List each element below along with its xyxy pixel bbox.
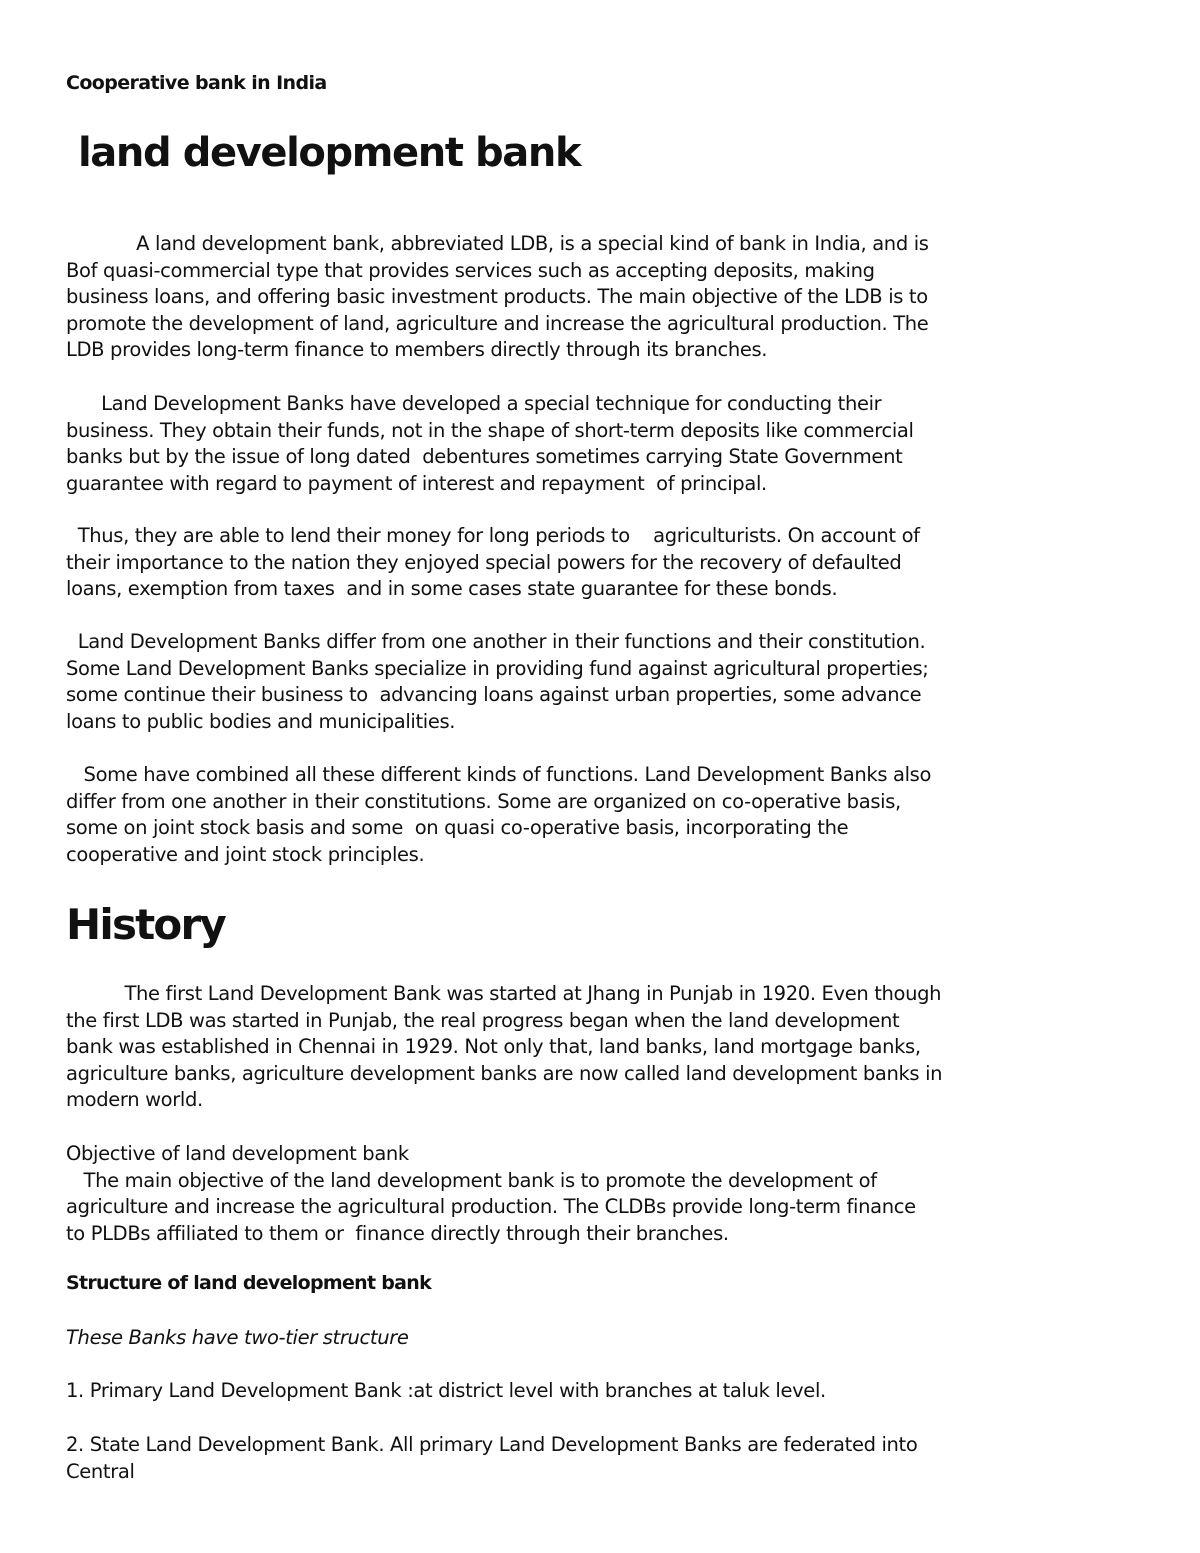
text-line: Thus, they are able to lend their money for long periods to agriculturists. On account of xyxy=(66,524,920,547)
text-line: The first Land Development Bank was started at Jhang in Punjab in 1920. Even though xyxy=(66,982,942,1005)
text-line: banks but by the issue of long dated debentures sometimes carrying State Government xyxy=(66,445,903,468)
technique-paragraph xyxy=(66,391,1076,497)
text-line: Some have combined all these different kinds of functions. Land Development Banks also xyxy=(66,763,932,786)
page-title: land development bank xyxy=(78,130,581,176)
constitution-paragraph xyxy=(66,762,1076,868)
text-line: their importance to the nation they enjoyed special powers for the recovery of defaulted xyxy=(66,550,902,574)
text-line: cooperative and joint stock principles. xyxy=(66,842,425,866)
text-line: Land Development Banks have developed a special technique for conducting their xyxy=(66,392,882,415)
text-line: some on joint stock basis and some on quasi co-operative basis, incorporating the xyxy=(66,816,849,839)
text-line: loans, exemption from taxes and in some cases state guarantee for these bonds. xyxy=(66,577,838,600)
text-line: loans to public bodies and municipalities. xyxy=(66,709,456,733)
history-heading: History xyxy=(66,900,225,949)
objective-paragraph xyxy=(66,1141,1076,1247)
text-line: Bof quasi-commercial type that provides services such as accepting deposits, making xyxy=(66,258,875,282)
text-line: Land Development Banks differ from one another in their functions and their constitution. xyxy=(66,630,926,653)
functions-paragraph xyxy=(66,629,1076,735)
text-line: Central xyxy=(66,1459,135,1483)
structure-heading: Structure of land development bank xyxy=(66,1272,432,1294)
list-item xyxy=(66,1378,1076,1405)
text-line: agriculture and increase the agricultural production. The CLDBs provide long-term finance xyxy=(66,1195,916,1218)
text-line: to PLDBs affiliated to them or finance directly through their branches. xyxy=(66,1221,729,1245)
text-line: agriculture banks, agriculture development banks are now called land development banks in xyxy=(66,1061,943,1085)
text-line: 2. State Land Development Bank. All primary Land Development Banks are federated into xyxy=(66,1433,918,1456)
text-line: business loans, and offering basic investment products. The main objective of the LDB is to xyxy=(66,285,928,308)
text-line: Some Land Development Banks specialize in providing fund against agricultural properties; xyxy=(66,656,929,680)
text-line: The main objective of the land development bank is to promote the development of xyxy=(66,1168,877,1192)
lending-paragraph xyxy=(66,523,1076,603)
text-line: A land development bank, abbreviated LDB, is a special kind of bank in India, and is xyxy=(66,232,929,255)
text-line: bank was established in Chennai in 1929. Not only that, land banks, land mortgage banks, xyxy=(66,1035,921,1058)
objective-heading: Objective of land development bank xyxy=(66,1142,409,1165)
text-line: LDB provides long-term finance to members directly through its branches. xyxy=(66,338,768,361)
text-line: the first LDB was started in Punjab, the real progress began when the land development xyxy=(66,1008,900,1032)
list-item xyxy=(66,1432,1076,1485)
document-label: Cooperative bank in India xyxy=(66,72,327,94)
text-line: some continue their business to advancing loans against urban properties, some advance xyxy=(66,683,922,706)
text-line: 1. Primary Land Development Bank :at district level with branches at taluk level. xyxy=(66,1379,826,1402)
structure-subtitle: These Banks have two-tier structure xyxy=(66,1326,409,1349)
text-line: guarantee with regard to payment of interest and repayment of principal. xyxy=(66,471,767,495)
text-line: modern world. xyxy=(66,1088,203,1111)
text-line: differ from one another in their constitutions. Some are organized on co-operative basis, xyxy=(66,789,901,813)
text-line: business. They obtain their funds, not in the shape of short-term deposits like commercial xyxy=(66,418,914,442)
history-paragraph xyxy=(66,981,1076,1114)
intro-paragraph xyxy=(66,231,1076,364)
text-line: promote the development of land, agriculture and increase the agricultural production. The xyxy=(66,311,929,335)
